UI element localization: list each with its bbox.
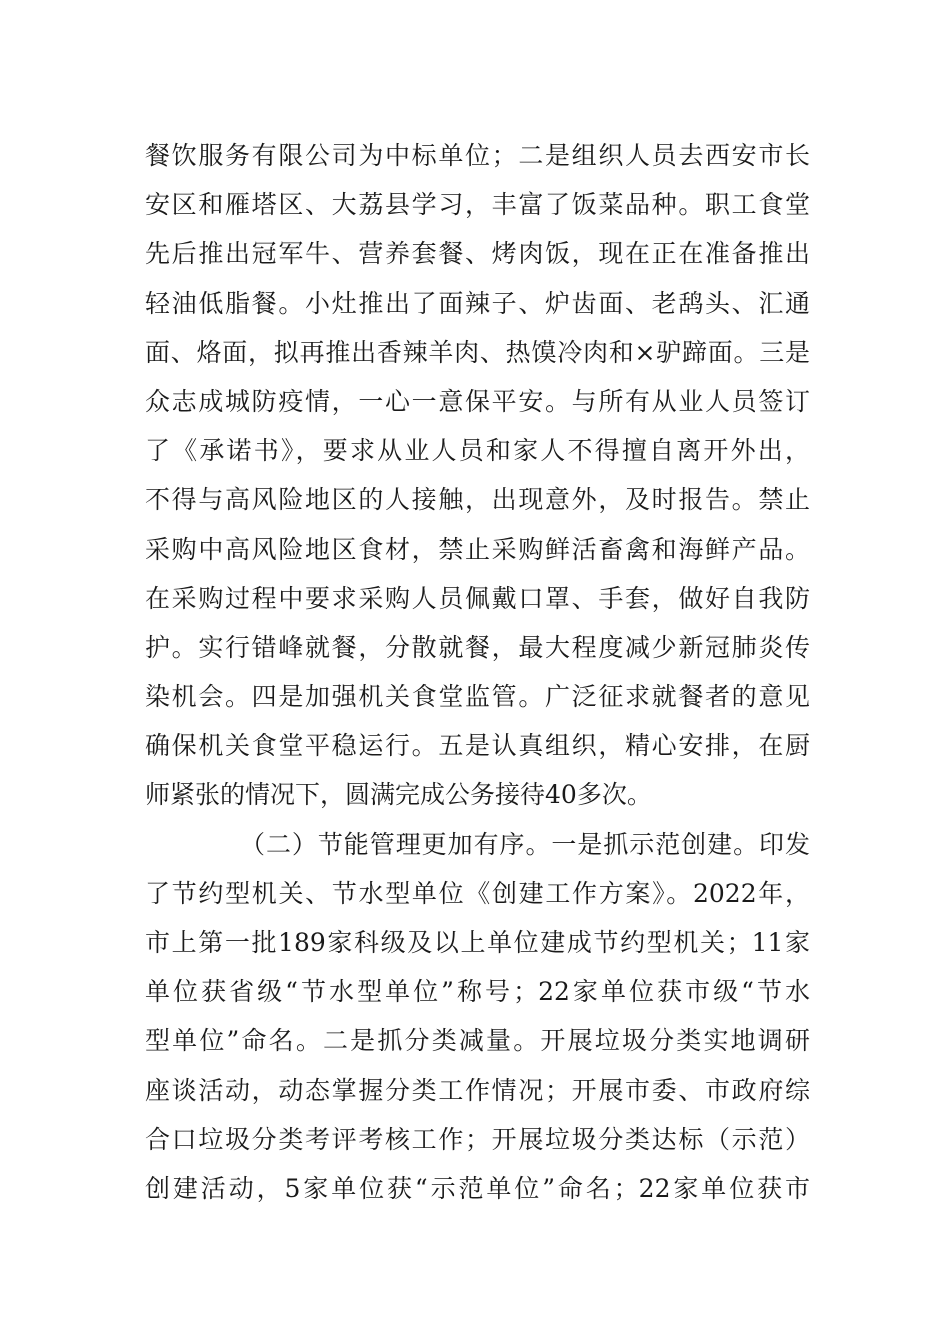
text-line: 不得与高风险地区的人接触，出现意外，及时报告。禁止 (145, 485, 810, 515)
text-line: 合口垃圾分类考评考核工作；开展垃圾分类达标（示范） (145, 1124, 810, 1154)
text-line: 型单位”命名。二是抓分类减量。开展垃圾分类实地调研 (145, 1026, 810, 1056)
text-line: 了节约型机关、节水型单位《创建工作方案》。2022年， (145, 878, 810, 908)
text-line: 座谈活动，动态掌握分类工作情况；开展市委、市政府综 (145, 1075, 810, 1105)
text-line: 轻油低脂餐。小灶推出了面辣子、炉齿面、老鸹头、汇通 (145, 288, 810, 318)
paragraph-end-line: 师紧张的情况下，圆满完成公务接待40多次。 (145, 780, 652, 810)
text-line: 面、烙面，拟再推出香辣羊肉、热馍冷肉和×驴蹄面。三是 (145, 337, 810, 367)
text-line: 先后推出冠军牛、营养套餐、烤肉饭，现在正在准备推出 (145, 239, 810, 269)
text-line: 众志成城防疫情，一心一意保平安。与所有从业人员签订 (145, 386, 810, 416)
text-line: 安区和雁塔区、大荔县学习，丰富了饭菜品种。职工食堂 (145, 190, 810, 220)
text-line: 确保机关食堂平稳运行。五是认真组织，精心安排，在厨 (145, 731, 810, 761)
text-line: 护。实行错峰就餐，分散就餐，最大程度减少新冠肺炎传 (145, 632, 810, 662)
body-text (145, 131, 810, 1213)
text-line: 在采购过程中要求采购人员佩戴口罩、手套，做好自我防 (145, 583, 810, 613)
text-line: 餐饮服务有限公司为中标单位；二是组织人员去西安市长 (145, 141, 810, 170)
text-line: 染机会。四是加强机关食堂监管。广泛征求就餐者的意见 (145, 682, 810, 712)
text-line: 单位获省级“节水型单位”称号；22家单位获市级“节水 (145, 977, 810, 1007)
text-line: 市上第一批189家科级及以上单位建成节约型机关；11家 (145, 928, 810, 957)
text-line: 了《承诺书》，要求从业人员和家人不得擅自离开外出， (145, 436, 810, 466)
text-line: 采购中高风险地区食材，禁止采购鲜活畜禽和海鲜产品。 (145, 534, 810, 564)
text-line: 创建活动，5家单位获“示范单位”命名；22家单位获市 (145, 1173, 810, 1203)
section-heading-line: （二）节能管理更加有序。一是抓示范创建。印发 (240, 829, 810, 859)
